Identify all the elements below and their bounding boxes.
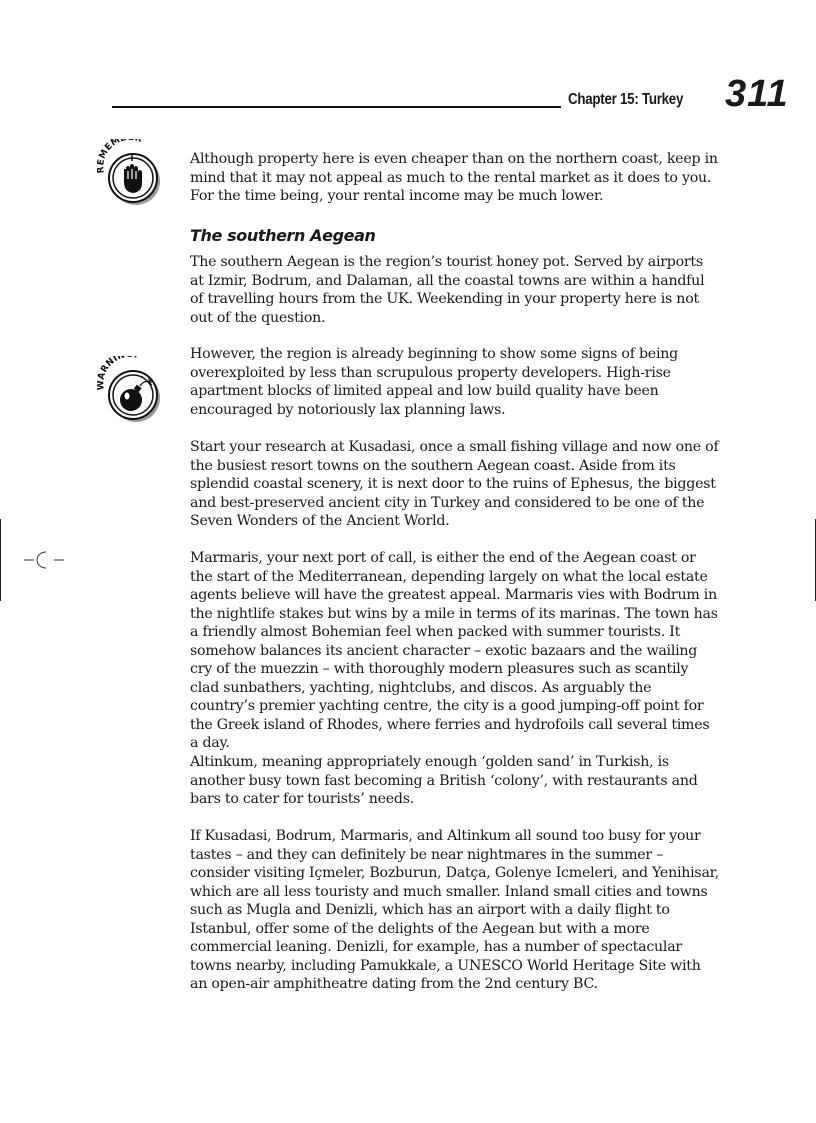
crop-mark-left (0, 519, 1, 601)
alternatives-paragraph: If Kusadasi, Bodrum, Marmaris, and Altinkum all sound too busy for your tastes – and they can definitely be near nightmares in the summer – consider visiting Içmeler, Bozburun, Datça, Golenye Icmeleri, and Yenihisar, which are all less touristy and much smaller. Inland small cities and towns such as Mugla and Denizli, which has an airport with a daily flight to Istanbul, offer some of the delights of the Aegean but with a more commercial leaning. Denizli, for example, has a number of spectacular towns nearby, including Pamukkale, a UNESCO World Heritage Site with an open-air amphitheatre dating from the 2nd century BC. (190, 828, 719, 992)
warning-bomb-icon (97, 356, 169, 428)
remember-icon-label: REMEM R (97, 139, 144, 174)
marmaris-paragraph: Marmaris, your next port of call, is either the end of the Aegean coast or the start of the Mediterranean, depending largely on what the local estate agents believe will have the greatest appeal. Marmaris vies with Bodrum in the nightlife stakes but wins by a mile in terms of its marinas. The town has a friendly almost Bohemian feel when packed with summer tourists. It somehow balances its ancient character – exotic bazaars and the wailing cry of the muezzin – with thoroughly modern pleasures such as scantily clad sunbathers, yachting, nightclubs, and discos. As arguably the country’s premier yachting centre, the city is a good jumping-off point for the Greek island of Rhodes, where ferries and hydrofoils call several times a day. (190, 550, 718, 751)
header-rule (112, 106, 561, 108)
kusadasi-paragraph: Start your research at Kusadasi, once a small fishing village and now one of the busiest resort towns on the southern Aegean coast. Aside from its splendid coastal scenery, it is next door to the ruins of Ephesus, the biggest and best-preserved ancient city in Turkey and considered to be one of the Seven Wonders of the Ancient World. (190, 439, 719, 529)
intro-paragraph: The southern Aegean is the region’s tourist honey pot. Served by airports at Izmir, Bodrum, and Dalaman, all the coastal towns are within a handful of travelling hours from the UK. Weekending in your property here is not out of the question. (190, 254, 705, 326)
warning-paragraph: However, the region is already beginning to show some signs of being overexploited by less than scrupulous property developers. High-rise apartment blocks of limited appeal and low build quality have been encouraged by notoriously lax planning laws. (190, 346, 678, 418)
altinkum-paragraph: Altinkum, meaning appropriately enough ‘golden sand’ in Turkish, is another busy town fast becoming a British ‘colony’, with restaurants and bars to cater for tourists’ needs. (190, 754, 698, 807)
page-number: 311 (725, 73, 789, 115)
remember-paragraph: Although property here is even cheaper than on the northern coast, keep in mind that it may not appeal as much to the rental market as it does to you. For the time being, your rental income may be much lower. (190, 151, 718, 204)
chapter-title: Chapter 15: Turkey (568, 91, 684, 108)
warning-icon-label: WARNIN (97, 356, 127, 391)
registration-mark-icon (24, 549, 64, 571)
remember-icon (97, 139, 169, 211)
section-heading: The southern Aegean (190, 226, 376, 245)
